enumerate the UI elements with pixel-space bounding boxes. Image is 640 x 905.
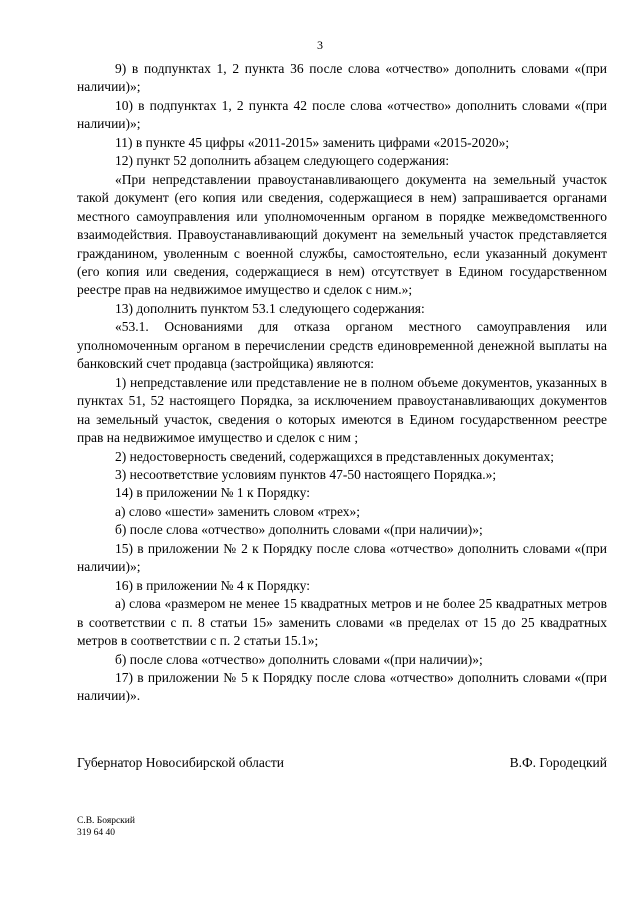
paragraph-item-17: 17) в приложении № 5 к Порядку после слова «отчество» дополнить словами «(при наличии)». — [77, 669, 607, 704]
paragraph-item-11: 11) в пункте 45 цифры «2011-2015» заменить цифрами «2015-2020»; — [115, 134, 510, 150]
signatory-position: Губернатор Новосибирской области — [77, 755, 285, 770]
paragraph-item-13-quote: «53.1. Основаниями для отказа органом местного самоуправления или уполномоченным органом в перечислении средств единовременной денежной выплаты на банковский счет продавца (застройщика) являются: — [77, 319, 607, 372]
paragraph-item-15: 15) в приложении № 2 к Порядку после слова «отчество» дополнить словами «(при наличии)»; — [77, 540, 607, 575]
paragraph-subitem-3: 3) несоответствие условиям пунктов 47-50 настоящего Порядка.»; — [115, 466, 497, 482]
paragraph-item-14-a: а) слово «шести» заменить словом «трех»; — [115, 503, 361, 519]
paragraph-item-16-b: б) после слова «отчество» дополнить словами «(при наличии)»; — [115, 651, 483, 667]
paragraph-subitem-2: 2) недостоверность сведений, содержащихся в представленных документах; — [115, 448, 554, 464]
executor-info — [77, 815, 135, 839]
paragraph-item-10: 10) в подпунктах 1, 2 пункта 42 после слова «отчество» дополнить словами «(при наличии)»; — [77, 97, 607, 132]
document-body — [77, 60, 607, 706]
paragraph-item-12-quote: «При непредставлении правоустанавливающего документа на земельный участок такой документ (его копия или сведения, содержащиеся в нем) запрашивается органами местного самоуправления или уполномоченным органом в порядке межведомственного взаимодействия. Правоустанавливающий документ на земельный участок представляется гражданином, уволенным с военной службы, самостоятельно, если указанный документ (его копия или сведения, содержащиеся в нем) отсутствует в Едином государственном реестре прав на недвижимое имущество и сделок с ним.»; — [77, 171, 607, 298]
executor-phone: 319 64 40 — [77, 828, 115, 838]
paragraph-item-14-b: б) после слова «отчество» дополнить словами «(при наличии)»; — [115, 522, 483, 538]
executor-name: С.В. Боярский — [77, 816, 135, 826]
signatory-name: В.Ф. Городецкий — [509, 755, 607, 770]
paragraph-subitem-1: 1) непредставление или представление не в полном объеме документов, указанных в пунктах 51, 52 настоящего Порядка, за исключением правоустанавливающих документов на земельный участок, сведения о которых имеются в Едином государственном реестре прав на недвижимое имущество и сделок с ним ; — [77, 374, 607, 446]
paragraph-item-13: 13) дополнить пунктом 53.1 следующего содержания: — [115, 300, 425, 316]
paragraph-item-16-a: а) слова «размером не менее 15 квадратных метров и не более 25 квадратных метров в соответствии с п. 8 статьи 15» заменить словами «в пределах от 15 до 25 квадратных метров в соответствии с п. 2 статьи 15.1»; — [77, 596, 607, 649]
page-number: 3 — [317, 38, 323, 52]
paragraph-item-16: 16) в приложении № 4 к Порядку: — [115, 577, 310, 593]
paragraph-item-9: 9) в подпунктах 1, 2 пункта 36 после слова «отчество» дополнить словами «(при наличии)»; — [77, 61, 607, 95]
paragraph-item-12: 12) пункт 52 дополнить абзацем следующего содержания: — [115, 153, 450, 169]
paragraph-item-14: 14) в приложении № 1 к Порядку: — [115, 485, 310, 501]
